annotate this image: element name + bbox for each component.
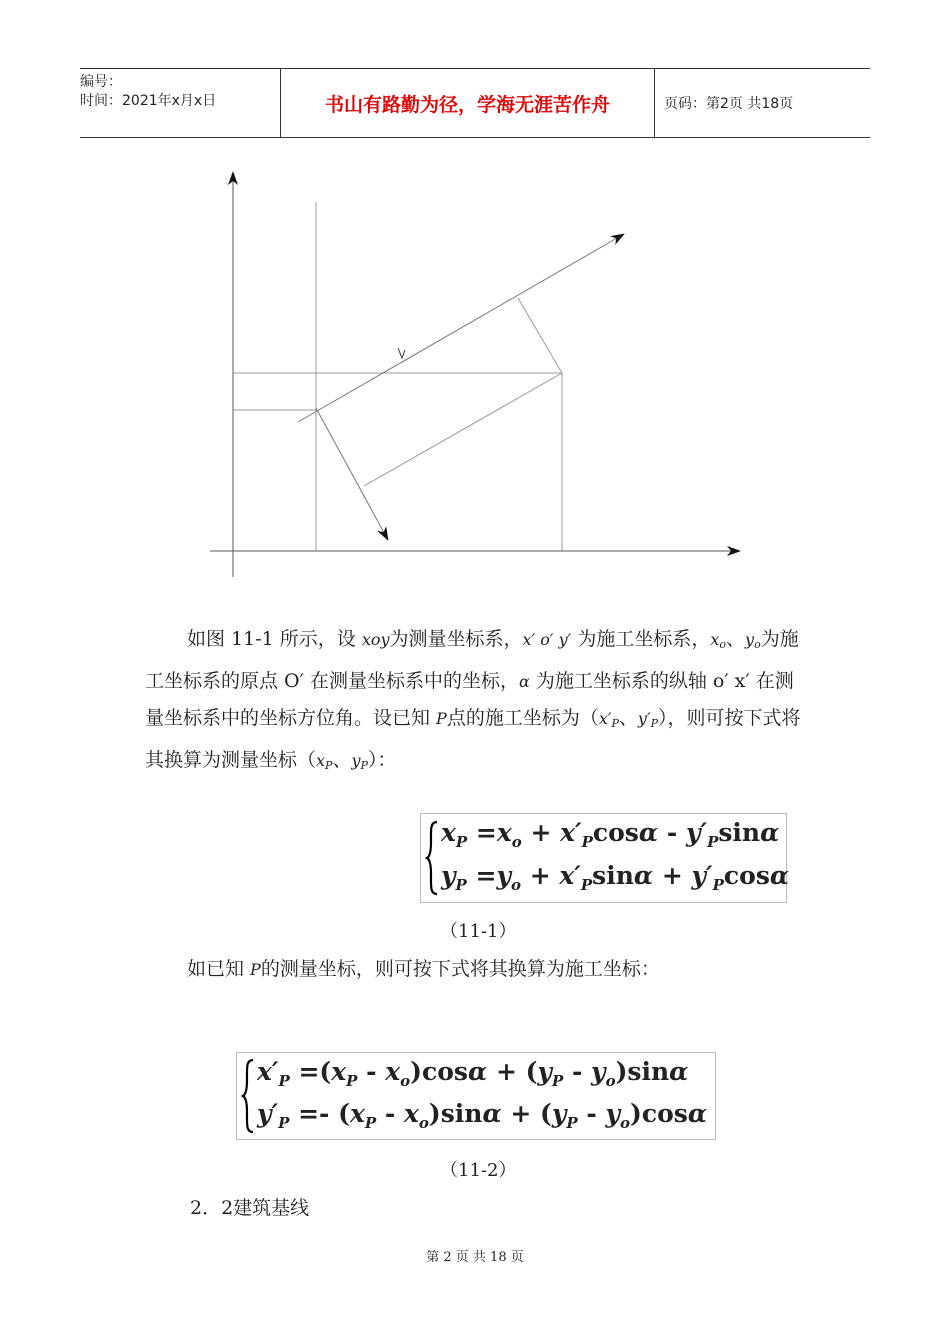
text: 为测量坐标系， (389, 628, 523, 650)
equation-number: （11-2） (440, 1160, 517, 1181)
symbol-xoy: xoy (361, 630, 390, 649)
symbol-p: P (250, 960, 261, 979)
symbol-yp-prime: y′ (637, 709, 651, 728)
text: 点的施工坐标为（ (446, 707, 599, 729)
symbol-xp-prime: x′ (598, 709, 612, 728)
equation-number: （11-1） (440, 921, 517, 942)
symbol-xp: x (316, 751, 326, 770)
section-title: 2．2建筑基线 (190, 1197, 310, 1219)
symbol-p: P (436, 709, 447, 728)
header-info (80, 69, 280, 137)
text: 的测量坐标，则可按下式将其换算为施工坐标： (260, 958, 660, 980)
page-header (80, 68, 870, 138)
construction-axis-y (298, 234, 624, 422)
equation-line: $y_P =y_o + x'_P\sin\alpha + y'_P\cos\alpha$ (441, 861, 790, 894)
symbol-alpha: α (518, 672, 530, 691)
paragraph-1 (145, 621, 805, 784)
brace (241, 1058, 255, 1134)
equation-line: $x_P =x_o + x'_P\cos\alpha - y'_P\sin\alpha$ (441, 818, 780, 851)
page-footer: 第 2 页 共 18 页 (426, 1250, 524, 1265)
number-label: 编号： (80, 74, 122, 90)
text: ）： (367, 749, 397, 771)
paragraph-2 (145, 951, 805, 988)
subscript: P (325, 759, 333, 772)
equation-line: $y'_P =- (x_P - x_o)\sin\alpha + (y_P - y_o)\cos\alpha$ (257, 1099, 708, 1132)
perpendicular-line (518, 298, 562, 373)
time-label: 时间：2021年x月x日 (80, 93, 217, 109)
equation-line: $x'_P =(x_P - x_o)\cos\alpha + (y_P - y_o)\sin\alpha$ (257, 1057, 689, 1090)
header-divider (654, 69, 655, 137)
header-motto: 书山有路勤为径，学海无涯苦作舟 (324, 93, 610, 116)
symbol-yp: y (351, 751, 361, 770)
text: 、 (332, 749, 352, 771)
equation-11-2 (236, 1052, 716, 1140)
symbol-xoy-prime: x′ o′ y′ (522, 630, 572, 649)
subscript: P (360, 759, 368, 772)
text: 为施工坐标系的原点 O′ 在测量坐标系中的坐标， (145, 628, 799, 692)
text: 为施工坐标系的纵轴 o′ x′ 在测量坐标系中的坐标方位角。设已知 (145, 670, 794, 729)
text: 如已知 (187, 958, 251, 980)
text: 如图 11-1 所示，设 (187, 628, 362, 650)
text: 、 (618, 707, 638, 729)
header-page-label: 页码：第2页 共18页 (664, 96, 794, 112)
equation-11-1 (420, 813, 790, 903)
subscript: o (754, 638, 761, 651)
subscript: P (650, 717, 658, 730)
text: ），则可按下式将其换算为测量坐标（ (145, 707, 801, 771)
text: 、 (726, 628, 746, 650)
subscript: P (611, 717, 619, 730)
symbol-yo: y (745, 630, 755, 649)
angle-mark (398, 348, 405, 358)
construction-axis-x (316, 408, 388, 540)
coordinate-figure (0, 150, 950, 590)
perpendicular-line (364, 373, 562, 486)
brace (425, 820, 439, 896)
symbol-xo: x (710, 630, 720, 649)
subscript: o (719, 638, 726, 651)
text: 为施工坐标系， (571, 628, 711, 650)
